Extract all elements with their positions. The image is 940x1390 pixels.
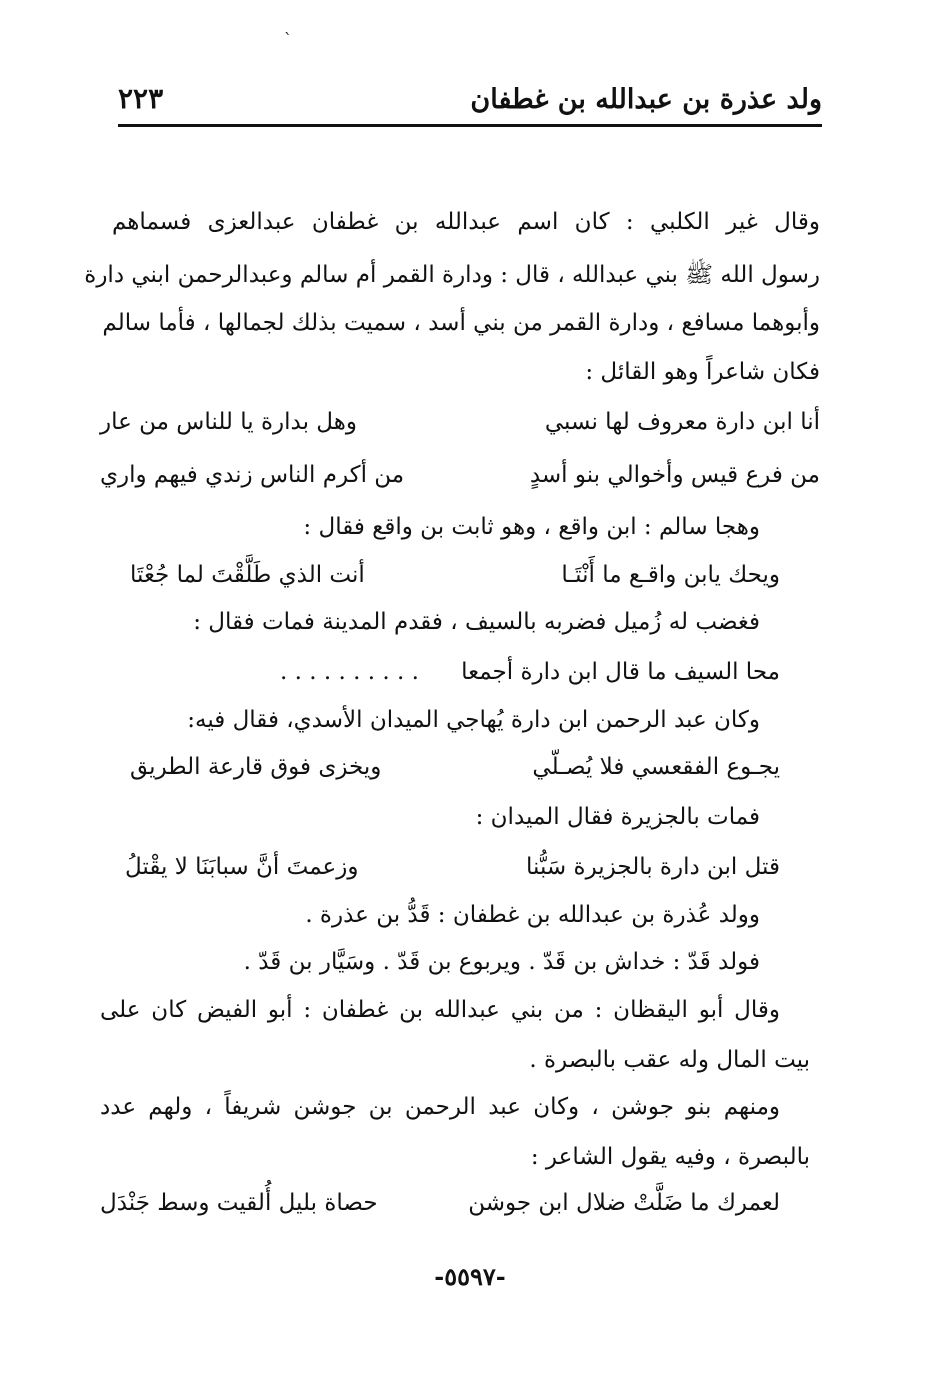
lineage-line: وولد عُذرة بن عبدالله بن غطفان : قَدُّ بن عذرة . [305, 902, 760, 928]
prose-line: ومنهم بنو جوشن ، وكان عبد الرحمن بن جوشن شريفاً ، ولهم عدد [100, 1094, 780, 1120]
prose-line: وهجا سالم : ابن واقع ، وهو ثابت بن واقع فقال : [303, 514, 760, 540]
verse-second-hemistich: أنت الذي طَلَّقْتَ لما جُعْتَا [130, 562, 365, 588]
prose-line: وكان عبد الرحمن ابن دارة يُهاجي الميدان الأسدي، فقال فيه: [187, 707, 760, 733]
prose-line: رسول الله ﷺ بني عبدالله ، قال : ودارة القمر أم سالم وعبدالرحمن ابني دارة [84, 262, 820, 288]
prose-line: وأبوهما مسافع ، ودارة القمر من بني أسد ، سميت بذلك لجمالها ، فأما سالم [102, 310, 820, 336]
verse-first-hemistich: من فرع قيس وأخوالي بنو أسدٍ [529, 462, 820, 488]
prose-line: وقال أبو اليقظان : من بني عبدالله بن غطفان : أبو الفيض كان على [100, 997, 780, 1023]
verse-first-hemistich: ويحك يابن واقـع ما أَنْتَـا [561, 562, 780, 588]
verse-second-hemistich: . . . . . . . . . . [280, 659, 419, 685]
verse-first-hemistich: يجـوع الفقعسي فلا يُصـلّي [532, 754, 780, 780]
verse-first-hemistich: أنا ابن دارة معروف لها نسبي [544, 409, 820, 435]
stray-mark: ` [284, 30, 292, 49]
verse-second-hemistich: حصاة بليل أُلقيت وسط جَنْدَل [100, 1190, 378, 1216]
prose-line: بيت المال وله عقب بالبصرة . [529, 1047, 810, 1073]
verse-second-hemistich: وزعمتَ أنَّ سبابَنَا لا يقْتلُ [125, 854, 359, 880]
footer-page-number: -٥٥٩٧- [434, 1262, 506, 1291]
verse [130, 558, 780, 592]
page-number: ٢٢٣ [118, 82, 164, 115]
prose-line: فمات بالجزيرة فقال الميدان : [475, 804, 760, 830]
verse-first-hemistich: لعمرك ما ضَلَّتْ ضلال ابن جوشن [468, 1190, 780, 1216]
prose-line: فغضب له زُميل فضربه بالسيف ، فقدم المدينة فمات فقال : [193, 609, 760, 635]
verse [130, 750, 780, 784]
verse [100, 458, 820, 492]
verse [280, 655, 780, 689]
prose-line: فكان شاعراً وهو القائل : [585, 359, 820, 385]
prose-line: بالبصرة ، وفيه يقول الشاعر : [530, 1144, 810, 1170]
header-rule [118, 124, 822, 127]
running-head: ولد عذرة بن عبدالله بن غطفان [470, 84, 822, 115]
verse-first-hemistich: محا السيف ما قال ابن دارة أجمعا [461, 659, 780, 685]
verse-second-hemistich: من أكرم الناس زندي فيهم واري [100, 462, 405, 488]
verse-second-hemistich: وهل بدارة يا للناس من عار [100, 409, 357, 435]
verse-first-hemistich: قتل ابن دارة بالجزيرة سَبُّنا [526, 854, 780, 880]
lineage-line: فولد قَدّ : خداش بن قَدّ . ويربوع بن قَدّ . وسَيَّار بن قَدّ . [243, 949, 760, 975]
prose-line: وقال غير الكلبي : كان اسم عبدالله بن غطفان عبدالعزى فسماهم [112, 209, 820, 235]
verse [125, 850, 780, 884]
verse [100, 1186, 780, 1220]
page-header [118, 78, 822, 124]
verse-second-hemistich: ويخزى فوق قارعة الطريق [130, 754, 382, 780]
verse [100, 405, 820, 439]
